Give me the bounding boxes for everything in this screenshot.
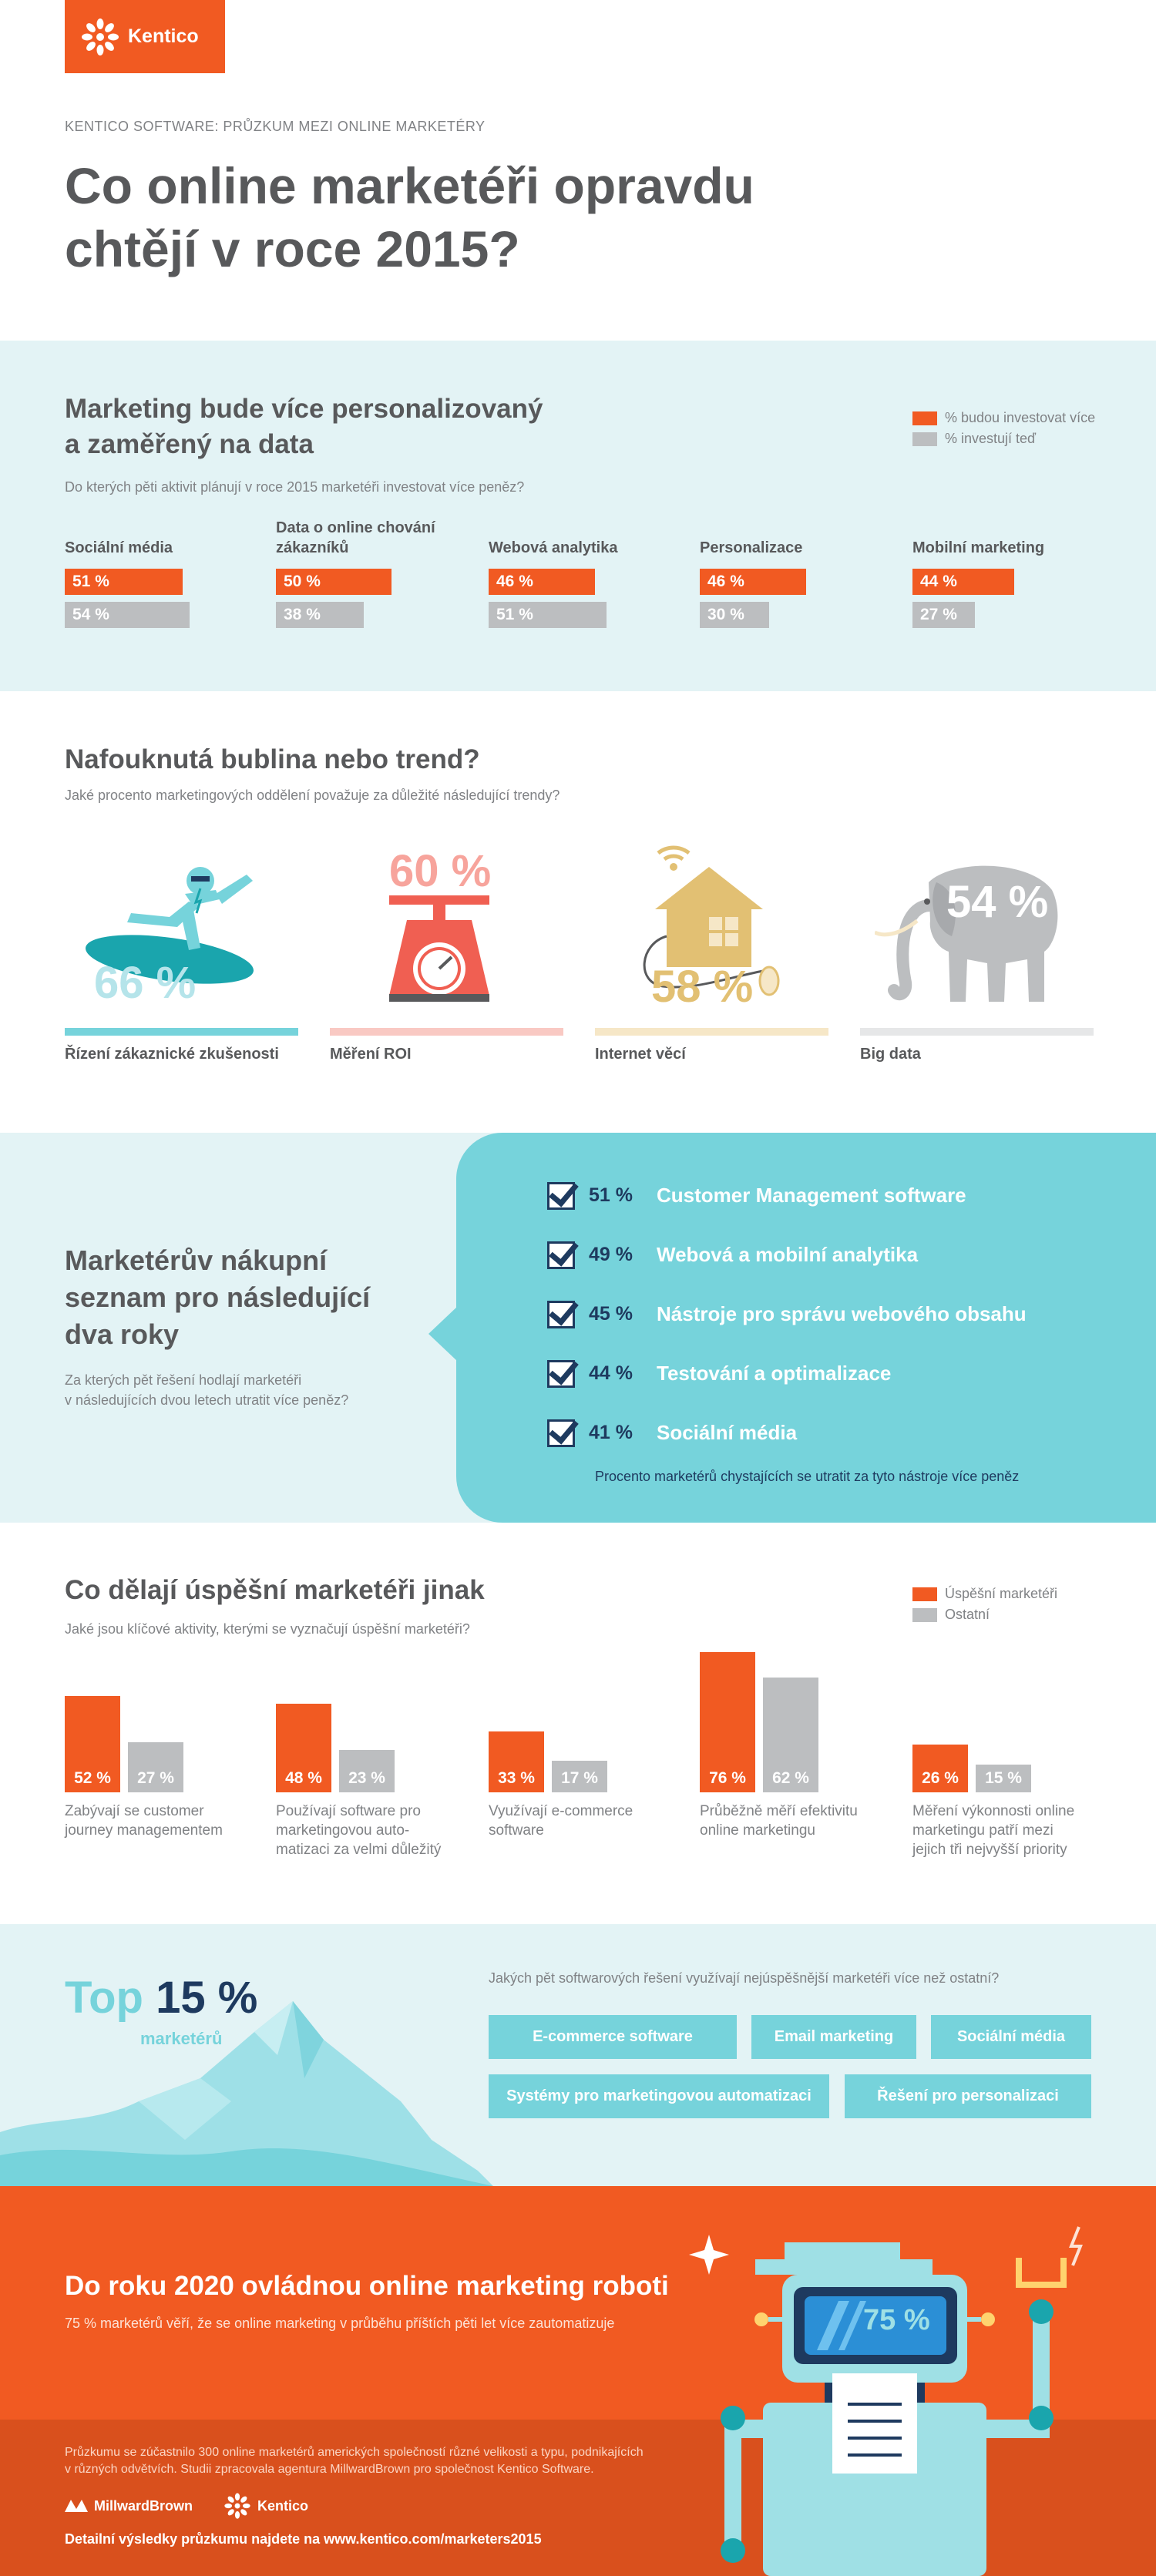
title-line: seznam pro následující: [65, 1281, 371, 1313]
shopping-item: [547, 1166, 1027, 1225]
bar-successful: 33 %: [489, 1731, 544, 1792]
personalization-item: [700, 518, 900, 628]
shopping-item-pct: 45 %: [589, 1303, 633, 1325]
bar-invest-more: 51 %: [65, 569, 183, 595]
bar-others: 62 %: [763, 1678, 818, 1792]
bar-invest-more: 46 %: [700, 569, 806, 595]
checkbox-icon: [547, 1419, 575, 1447]
text-line: matizaci za velmi důležitý: [276, 1842, 442, 1858]
bubble-pointer: [428, 1306, 458, 1362]
legend-item: [912, 410, 1095, 426]
trend-label: Měření ROI: [330, 1046, 412, 1063]
personalization-item: [65, 518, 265, 628]
title-line: a zaměřený na data: [65, 429, 314, 459]
successful-subtitle: Jaké jsou klíčové aktivity, kterými se vyznačují úspěšní marketéři?: [65, 1621, 470, 1637]
kentico-footer-logo: [223, 2492, 308, 2520]
legend-swatch: [912, 411, 937, 425]
shopping-title: [65, 1242, 370, 1353]
kentico-flower-icon: [80, 17, 120, 57]
shopping-item: [547, 1344, 1027, 1403]
legend-label: % investují teď: [945, 431, 1037, 446]
trend-pct-0: 66 %: [94, 958, 197, 1008]
personalization-subtitle: Do kterých pěti aktivit plánují v roce 2015 marketéři investovat více peněz?: [65, 479, 525, 495]
logo-text: MillwardBrown: [94, 2497, 193, 2514]
robot-icon: [632, 2219, 1117, 2576]
personalization-item: [912, 518, 1113, 628]
personalization-item-label: Personalizace: [700, 539, 803, 556]
personalization-item-label: Mobilní marketing: [912, 539, 1045, 556]
successful-bar-group: [276, 1638, 399, 1792]
scale-icon: [385, 895, 493, 1003]
shopping-item-pct: 41 %: [589, 1422, 633, 1443]
page-title: [65, 154, 835, 280]
bar-others: 17 %: [552, 1761, 607, 1792]
legend-item: [912, 1607, 1057, 1623]
text-line: Zabývají se customer: [65, 1803, 204, 1819]
text-line: Měření výkonnosti online: [912, 1803, 1075, 1819]
shopping-item-name: Testování a optimalizace: [657, 1362, 892, 1385]
trend-pct-3: 54 %: [946, 877, 1049, 927]
successful-item-text: [276, 1802, 469, 1859]
pill-social-media[interactable]: Sociální média: [931, 2015, 1091, 2059]
personalization-title: [65, 391, 543, 462]
footnote-line: v různých odvětvích. Studii zpracovala agentura MillwardBrown pro společnost Kentico Software.: [65, 2463, 594, 2476]
shopping-item-pct: 49 %: [589, 1244, 633, 1265]
robots-footnote: [65, 2444, 644, 2478]
personalization-item-label: Sociální média: [65, 539, 173, 556]
trend-underline: [330, 1028, 563, 1036]
shopping-item: [547, 1225, 1027, 1285]
bar-others: 15 %: [976, 1765, 1031, 1792]
successful-bar-group: [700, 1638, 823, 1792]
top-word: Top: [65, 1973, 143, 2023]
successful-bar-group: [489, 1638, 612, 1792]
robots-subtitle: 75 % marketérů věří, že se online marketing v průběhu příštích pěti let více zautomatizuje: [65, 2316, 615, 2331]
title-line: Marketing bude více personalizovaný: [65, 394, 543, 424]
trends-title: Nafouknutá bublina nebo trend?: [65, 744, 480, 774]
page-title-line: Co online marketéři opravdu: [65, 157, 754, 214]
personalization-legend: [912, 410, 1095, 447]
successful-bar-group: [912, 1638, 1036, 1792]
bar-invest-now: 30 %: [700, 602, 769, 628]
checkbox-icon: [547, 1241, 575, 1269]
shopping-list: [547, 1166, 1027, 1463]
pill-ecommerce[interactable]: E-commerce software: [489, 2015, 737, 2059]
bar-invest-more: 44 %: [912, 569, 1014, 595]
checkbox-icon: [547, 1301, 575, 1328]
successful-legend: [912, 1586, 1057, 1623]
kentico-flower-icon: [223, 2492, 251, 2520]
robots-title: Do roku 2020 ovládnou online marketing roboti: [65, 2271, 669, 2301]
legend-swatch: [912, 1587, 937, 1601]
legend-label: Ostatní: [945, 1607, 990, 1622]
checkbox-icon: [547, 1182, 575, 1210]
top15-heading: [65, 1972, 257, 2024]
trend-label: Big data: [860, 1046, 921, 1063]
legend-item: [912, 431, 1095, 447]
text-line: jejich tři nejvyšší priority: [912, 1842, 1067, 1858]
top15-sub: marketérů: [140, 2029, 223, 2048]
bar-invest-now: 51 %: [489, 602, 607, 628]
title-line: Marketérův nákupní: [65, 1244, 328, 1276]
trend-underline: [860, 1028, 1094, 1036]
legend-label: Úspěšní marketéři: [945, 1586, 1058, 1601]
subtitle-line: v následujících dvou letech utratit více peněz?: [65, 1392, 349, 1408]
top15-question: Jakých pět softwarových řešení využívají nejúspěšnější marketéři více než ostatní?: [489, 1970, 1000, 1986]
text-line: Průběžně měří efektivitu: [700, 1803, 858, 1819]
text-line: journey managementem: [65, 1822, 223, 1839]
eyebrow-text: KENTICO SOFTWARE: PRŮZKUM MEZI ONLINE MARKETÉRY: [65, 119, 486, 134]
personalization-item: [489, 518, 689, 628]
successful-section: [0, 1523, 1156, 1924]
text-line: marketingu patří mezi: [912, 1822, 1054, 1839]
successful-item-text: [912, 1802, 1105, 1859]
successful-item-text: [65, 1802, 257, 1840]
trend-label: Internet věcí: [595, 1046, 686, 1063]
bar-successful: 76 %: [700, 1652, 755, 1792]
bar-invest-more: 46 %: [489, 569, 595, 595]
pill-personalization[interactable]: Řešení pro personalizaci: [845, 2074, 1091, 2118]
bar-others: 23 %: [339, 1750, 395, 1792]
bar-invest-now: 38 %: [276, 602, 364, 628]
bar-successful: 52 %: [65, 1696, 120, 1792]
text-line: Využívají e-commerce: [489, 1803, 633, 1819]
bar-successful: 48 %: [276, 1704, 331, 1792]
text-line: Používají software pro: [276, 1803, 421, 1819]
shopping-item-name: Sociální média: [657, 1421, 798, 1444]
shopping-subtitle: [65, 1370, 348, 1410]
top-pct: 15 %: [156, 1973, 258, 2023]
trend-pct-2: 58 %: [651, 962, 754, 1012]
successful-item-text: [489, 1802, 681, 1840]
title-line: dva roky: [65, 1318, 180, 1350]
successful-bar-group: [65, 1638, 188, 1792]
results-link[interactable]: Detailní výsledky průzkumu najdete na www.kentico.com/marketers2015: [65, 2531, 542, 2547]
pill-marketing-automation[interactable]: Systémy pro marketingovou automatizaci: [489, 2074, 829, 2118]
bar-successful: 26 %: [912, 1745, 968, 1792]
top15-section: [0, 1924, 1156, 2186]
logo-text: Kentico: [128, 25, 199, 47]
bar-invest-more: 50 %: [276, 569, 391, 595]
trends-section: [0, 691, 1156, 1133]
legend-label: % budou investovat více: [945, 410, 1096, 425]
shopping-footnote: Procento marketérů chystajících se utratit za tyto nástroje více peněz: [595, 1469, 1020, 1484]
trend-pct-1: 60 %: [389, 846, 492, 896]
shopping-item: [547, 1285, 1027, 1344]
successful-title: Co dělají úspěšní marketéři jinak: [65, 1575, 485, 1605]
checkbox-icon: [547, 1360, 575, 1388]
text-line: software: [489, 1822, 544, 1839]
text-line: online marketingu: [700, 1822, 815, 1839]
trends-subtitle: Jaké procento marketingových oddělení považuje za důležité následující trendy?: [65, 788, 560, 803]
successful-item-text: [700, 1802, 892, 1840]
legend-swatch: [912, 432, 937, 446]
shopping-item-pct: 44 %: [589, 1362, 633, 1384]
bar-others: 27 %: [128, 1742, 183, 1792]
pill-email-marketing[interactable]: Email marketing: [751, 2015, 916, 2059]
personalization-item-label: Webová analytika: [489, 539, 618, 556]
footnote-line: Průzkumu se zúčastnilo 300 online marketérů amerických společností různé velikosti a typu, podnikajících: [65, 2446, 644, 2459]
shopping-item-name: Webová a mobilní analytika: [657, 1243, 919, 1266]
subtitle-line: Za kterých pět řešení hodlají marketéři: [65, 1372, 302, 1388]
trend-label: Řízení zákaznické zkušenosti: [65, 1046, 279, 1063]
robot-screen-pct: 75 %: [863, 2304, 930, 2336]
personalization-section: [0, 341, 1156, 691]
shopping-item-pct: 51 %: [589, 1184, 633, 1206]
page-title-line: chtějí v roce 2015?: [65, 220, 520, 277]
trend-underline: [65, 1028, 298, 1036]
personalization-item: [276, 518, 476, 628]
bar-invest-now: 54 %: [65, 602, 190, 628]
millwardbrown-mark-icon: [65, 2498, 88, 2514]
bar-invest-now: 27 %: [912, 602, 975, 628]
shopping-item-name: Customer Management software: [657, 1184, 966, 1207]
text-line: marketingovou auto-: [276, 1822, 410, 1839]
shopping-item-name: Nástroje pro správu webového obsahu: [657, 1302, 1027, 1325]
trend-underline: [595, 1028, 828, 1036]
millwardbrown-logo: [65, 2498, 193, 2514]
logo-text: Kentico: [257, 2497, 309, 2514]
kentico-logo[interactable]: [65, 0, 225, 73]
legend-swatch: [912, 1608, 937, 1622]
shopping-item: [547, 1403, 1027, 1463]
partner-logos: [65, 2492, 308, 2520]
personalization-item-label: Data o online chování zákazníků: [276, 519, 435, 556]
legend-item: [912, 1586, 1057, 1602]
